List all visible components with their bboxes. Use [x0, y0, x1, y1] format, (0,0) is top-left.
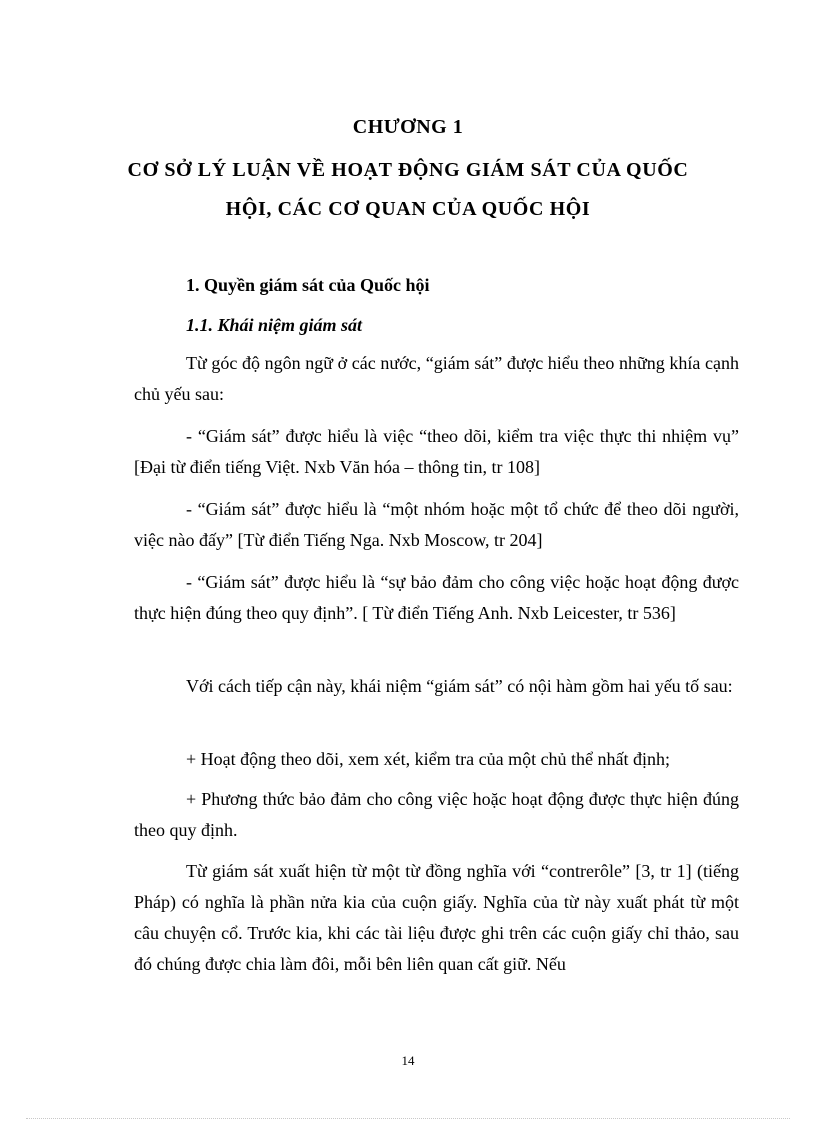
- paragraph-element-2: + Phương thức bảo đảm cho công việc hoặc hoạt động được thực hiện đúng theo quy định.: [134, 789, 739, 840]
- paragraph-intro: Từ góc độ ngôn ngữ ở các nước, “giám sát” được hiểu theo những khía cạnh chủ yếu sau:: [134, 353, 739, 404]
- paragraph-definition-vietnamese: - “Giám sát” được hiểu là việc “theo dõi, kiểm tra việc thực thi nhiệm vụ” [Đại từ điển tiếng Việt. Nxb Văn hóa – thông tin, tr 108]: [134, 426, 739, 477]
- paragraph-definition-russian: - “Giám sát” được hiểu là “một nhóm hoặc một tổ chức để theo dõi người, việc nào đấy” [Từ điển Tiếng Nga. Nxb Moscow, tr 204]: [134, 499, 739, 550]
- subsection-heading: 1.1. Khái niệm giám sát: [186, 315, 363, 335]
- paragraph-etymology: Từ giám sát xuất hiện từ một từ đồng nghĩa với “contrerôle” [3, tr 1] (tiếng Pháp) có nghĩa là phần nửa kia của cuộn giấy. Nghĩa của từ này xuất phát từ một câu chuyện cổ. Trước kia, khi các tài liệu được ghi trên các cuộn giấy chỉ thảo, sau đó chúng được chia làm đôi, mỗi bên liên quan cất giữ. Nếu: [134, 861, 739, 974]
- chapter-title-line-2: HỘI, CÁC CƠ QUAN CỦA QUỐC HỘI: [225, 198, 591, 220]
- chapter-title-line-1: CƠ SỞ LÝ LUẬN VỀ HOẠT ĐỘNG GIÁM SÁT CỦA QUỐC: [127, 159, 689, 181]
- page-bottom-divider: [26, 1118, 790, 1119]
- paragraph-definition-english: - “Giám sát” được hiểu là “sự bảo đảm cho công việc hoặc hoạt động được thực hiện đúng theo quy định”. [ Từ điển Tiếng Anh. Nxb Leicester, tr 536]: [134, 572, 739, 623]
- section-heading: 1. Quyền giám sát của Quốc hội: [186, 275, 430, 295]
- chapter-label: CHƯƠNG 1: [352, 116, 464, 138]
- paragraph-element-1: + Hoạt động theo dõi, xem xét, kiểm tra của một chủ thể nhất định;: [186, 749, 671, 769]
- page-number: 14: [401, 1053, 415, 1068]
- paragraph-approach: Với cách tiếp cận này, khái niệm “giám sát” có nội hàm gồm hai yếu tố sau:: [186, 676, 733, 696]
